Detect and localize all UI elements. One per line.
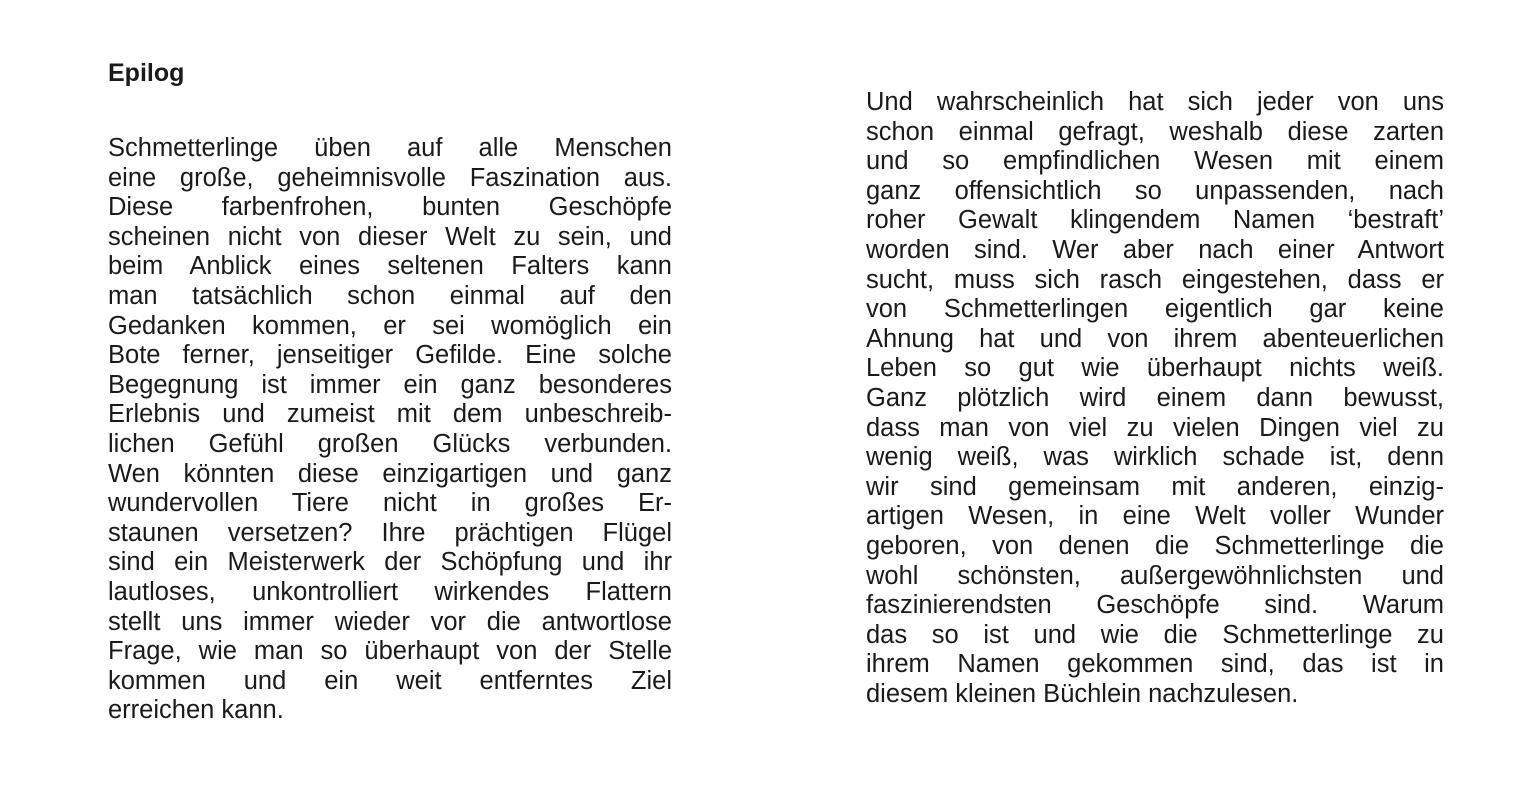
text-line: Bote ferner, jenseitiger Gefilde. Eine solche	[108, 341, 672, 370]
text-line: sind ein Meisterwerk der Schöpfung und ihr	[108, 548, 672, 577]
text-line: Schmetterlinge üben auf alle Menschen	[108, 134, 672, 162]
text-line: geboren, von denen die Schmetterlinge die	[866, 531, 1444, 560]
text-line: eine große, geheimnisvolle Faszination aus.	[108, 163, 672, 192]
text-line: ihrem Namen gekommen sind, das ist in	[866, 650, 1444, 679]
text-line: Wen könnten diese einzigartigen und ganz	[108, 459, 672, 488]
text-line: Gedanken kommen, er sei womöglich ein	[108, 311, 672, 340]
left-body-text	[108, 134, 672, 726]
right-body-text	[866, 88, 1444, 709]
text-line: wir sind gemeinsam mit anderen, einzig-	[866, 472, 1444, 501]
text-line: sucht, muss sich rasch eingestehen, dass er	[866, 265, 1444, 294]
text-line: staunen versetzen? Ihre prächtigen Flügel	[108, 518, 672, 547]
text-line: Diese farbenfrohen, bunten Geschöpfe	[108, 193, 672, 222]
text-line: faszinierendsten Geschöpfe sind. Warum	[866, 591, 1444, 620]
text-line: worden sind. Wer aber nach einer Antwort	[866, 235, 1444, 264]
text-line: Frage, wie man so überhaupt von der Stelle	[108, 637, 672, 666]
text-line: roher Gewalt klingendem Namen ‘bestraft’	[866, 206, 1444, 235]
text-line: artigen Wesen, in eine Welt voller Wunder	[866, 502, 1444, 531]
text-line: beim Anblick eines seltenen Falters kann	[108, 252, 672, 281]
text-line: Ganz plötzlich wird einem dann bewusst,	[866, 383, 1444, 412]
text-line: wohl schönsten, außergewöhnlichsten und	[866, 561, 1444, 590]
text-line: schon einmal gefragt, weshalb diese zarten	[866, 117, 1444, 146]
text-line: von Schmetterlingen eigentlich gar keine	[866, 295, 1444, 324]
text-line: erreichen kann.	[108, 696, 284, 725]
text-line: scheinen nicht von dieser Welt zu sein, und	[108, 222, 672, 251]
text-line: kommen und ein weit entferntes Ziel	[108, 666, 672, 695]
page-heading: Epilog	[108, 59, 185, 87]
text-line: wundervollen Tiere nicht in großes Er-	[108, 489, 672, 518]
text-line: man tatsächlich schon einmal auf den	[108, 281, 672, 310]
text-line: stellt uns immer wieder vor die antwortlose	[108, 607, 672, 636]
text-line: dass man von viel zu vielen Dingen viel zu	[866, 413, 1444, 442]
text-line: lautloses, unkontrolliert wirkendes Flattern	[108, 577, 672, 606]
text-line: Ahnung hat und von ihrem abenteuerlichen	[866, 324, 1444, 353]
text-line: ganz offensichtlich so unpassenden, nach	[866, 176, 1444, 205]
text-line: und so empfindlichen Wesen mit einem	[866, 147, 1444, 176]
text-line: Begegnung ist immer ein ganz besonderes	[108, 370, 672, 399]
text-line: wenig weiß, was wirklich schade ist, denn	[866, 443, 1444, 472]
text-line: das so ist und wie die Schmetterlinge zu	[866, 620, 1444, 649]
text-line: Leben so gut wie überhaupt nichts weiß.	[866, 354, 1444, 383]
text-line: Und wahrscheinlich hat sich jeder von uns	[866, 88, 1444, 116]
text-line: diesem kleinen Büchlein nachzulesen.	[866, 679, 1299, 708]
text-line: Erlebnis und zumeist mit dem unbeschreib-	[108, 400, 672, 429]
text-line: lichen Gefühl großen Glücks verbunden.	[108, 429, 672, 458]
